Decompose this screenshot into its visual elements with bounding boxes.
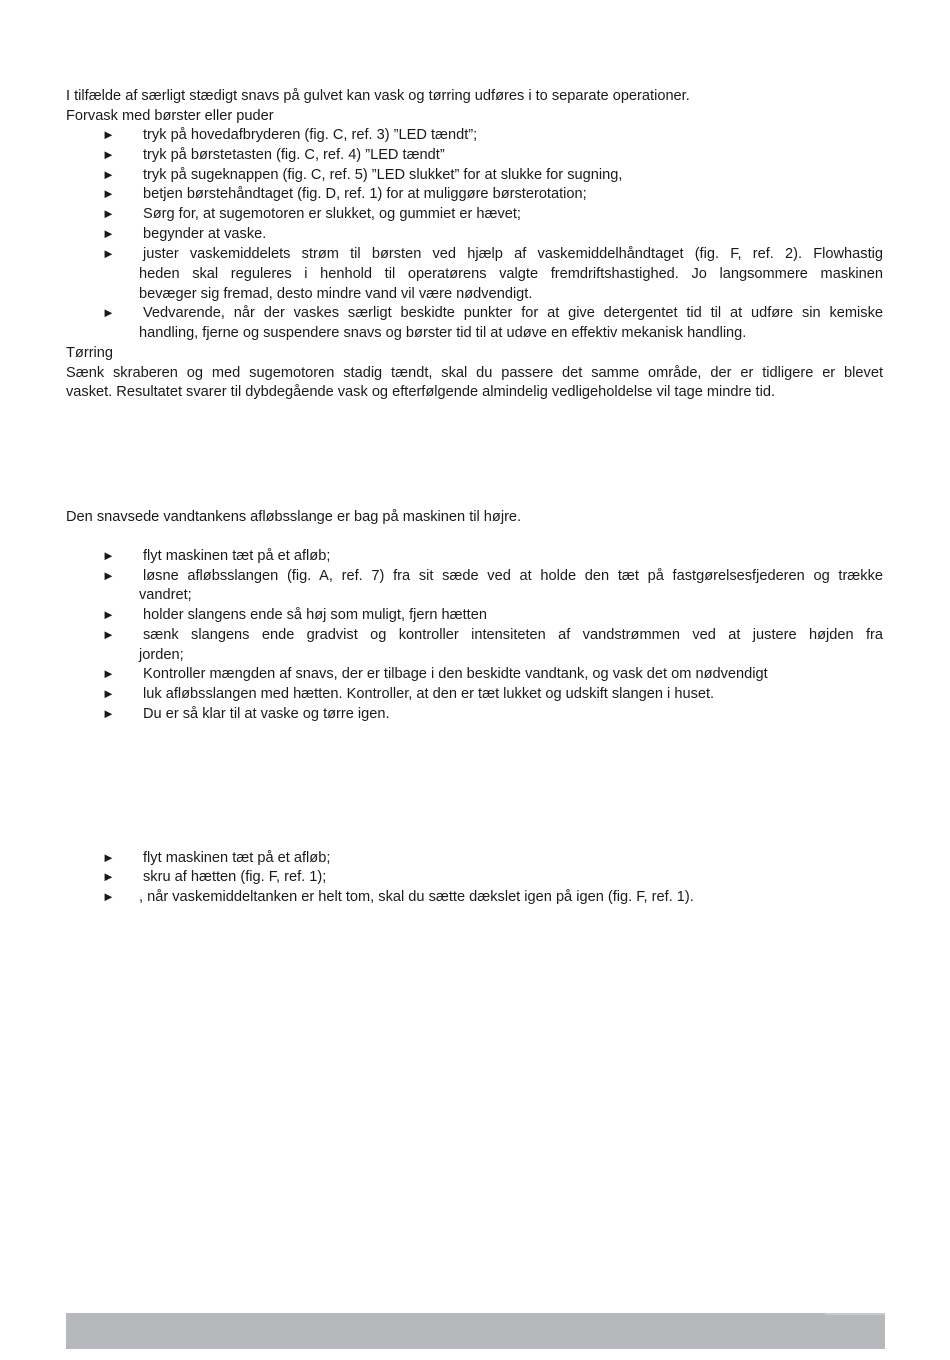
section1-subheading: Forvask med børster eller puder xyxy=(66,108,274,124)
bullet-arrow-icon: ► xyxy=(102,568,115,583)
list-item xyxy=(0,224,950,244)
list-item-text: tryk på hovedafbryderen (fig. C, ref. 3) ”LED tændt”; xyxy=(143,127,478,143)
bullet-arrow-icon: ► xyxy=(102,127,115,142)
list-item-continuation: bevæger sig fremad, desto mindre vand vil være nødvendigt. xyxy=(139,286,533,302)
bullet-arrow-icon: ► xyxy=(102,706,115,721)
list-item-text: Kontroller mængden af snavs, der er tilbage i den beskidte vandtank, og vask det om nødvendigt xyxy=(143,666,768,682)
bullet-arrow-icon: ► xyxy=(102,246,115,261)
footer-bar xyxy=(66,1313,885,1349)
list-item xyxy=(0,566,950,586)
list-item-continuation: jorden; xyxy=(139,647,184,663)
footer-divider xyxy=(825,1313,885,1315)
list-item-text: sænk slangens ende gradvist og kontroller intensiteten af vandstrømmen ved at justere højden fra xyxy=(143,627,883,643)
bullet-arrow-icon: ► xyxy=(102,305,115,320)
section2-intro: Den snavsede vandtankens afløbsslange er bag på maskinen til højre. xyxy=(66,509,522,525)
list-item xyxy=(0,145,950,165)
bullet-arrow-icon: ► xyxy=(102,869,115,884)
drying-heading: Tørring xyxy=(66,345,114,361)
bullet-arrow-icon: ► xyxy=(102,167,115,182)
list-item xyxy=(0,605,950,625)
list-item-text: holder slangens ende så høj som muligt, fjern hætten xyxy=(143,607,487,623)
list-item-continuation: handling, fjerne og suspendere snavs og børster tid til at udøve en effektiv mekanisk handling. xyxy=(139,325,747,341)
bullet-arrow-icon: ► xyxy=(102,627,115,642)
list-item-text: Sørg for, at sugemotoren er slukket, og gummiet er hævet; xyxy=(143,206,521,222)
list-item xyxy=(0,704,950,724)
list-item-text: tryk på børstetasten (fig. C, ref. 4) ”LED tændt” xyxy=(143,147,445,163)
list-item-text: begynder at vaske. xyxy=(143,226,267,242)
list-item-text: løsne afløbsslangen (fig. A, ref. 7) fra sit sæde ved at holde den tæt på fastgørelsesfjederen og trække xyxy=(143,568,883,584)
list-item-text: luk afløbsslangen med hætten. Kontroller, at den er tæt lukket og udskift slangen i huset. xyxy=(143,686,715,702)
list-item-text: juster vaskemiddelets strøm til børsten ved hjælp af vaskemiddelhåndtaget (fig. F, ref. 2). Flowhastig xyxy=(143,246,883,262)
bullet-arrow-icon: ► xyxy=(102,850,115,865)
list-item-continuation: vandret; xyxy=(139,587,192,603)
list-item xyxy=(0,664,950,684)
list-item-text: Vedvarende, når der vaskes særligt beskidte punkter for at give detergentet tid til at udføre sin kemiske xyxy=(143,305,883,321)
list-item-text: flyt maskinen tæt på et afløb; xyxy=(143,548,331,564)
list-item xyxy=(0,848,950,868)
list-item xyxy=(0,684,950,704)
list-item xyxy=(0,546,950,566)
list-item xyxy=(0,303,950,323)
list-item-text: , når vaskemiddeltanken er helt tom, skal du sætte dækslet igen på igen (fig. F, ref. 1). xyxy=(139,889,694,905)
list-item-text: skru af hætten (fig. F, ref. 1); xyxy=(143,869,327,885)
drying-text-line: Sænk skraberen og med sugemotoren stadig tændt, skal du passere det samme område, der er tidligere er blevet xyxy=(66,365,883,381)
list-item xyxy=(0,244,950,264)
list-item xyxy=(0,887,950,907)
list-item-text: betjen børstehåndtaget (fig. D, ref. 1) for at muliggøre børsterotation; xyxy=(143,186,587,202)
bullet-arrow-icon: ► xyxy=(102,147,115,162)
bullet-arrow-icon: ► xyxy=(102,889,115,904)
list-item-text: flyt maskinen tæt på et afløb; xyxy=(143,850,331,866)
list-item-text: Du er så klar til at vaske og tørre igen. xyxy=(143,706,390,722)
bullet-arrow-icon: ► xyxy=(102,226,115,241)
list-item xyxy=(0,165,950,185)
list-item xyxy=(0,204,950,224)
bullet-arrow-icon: ► xyxy=(102,206,115,221)
bullet-arrow-icon: ► xyxy=(102,548,115,563)
bullet-arrow-icon: ► xyxy=(102,686,115,701)
list-item-text: tryk på sugeknappen (fig. C, ref. 5) ”LED slukket” for at slukke for sugning, xyxy=(143,167,623,183)
list-item xyxy=(0,184,950,204)
drying-text-line: vasket. Resultatet svarer til dybdegående vask og efterfølgende almindelig vedligeholdelse vil tage mindre tid. xyxy=(66,384,776,400)
bullet-arrow-icon: ► xyxy=(102,186,115,201)
section1-intro: I tilfælde af særligt stædigt snavs på gulvet kan vask og tørring udføres i to separate operationer. xyxy=(66,88,690,104)
list-item-continuation: heden skal reguleres i henhold til operatørens valgte fremdriftshastighed. Jo langsommere maskinen xyxy=(139,266,883,282)
list-item xyxy=(0,125,950,145)
bullet-arrow-icon: ► xyxy=(102,666,115,681)
list-item xyxy=(0,625,950,645)
list-item xyxy=(0,867,950,887)
bullet-arrow-icon: ► xyxy=(102,607,115,622)
